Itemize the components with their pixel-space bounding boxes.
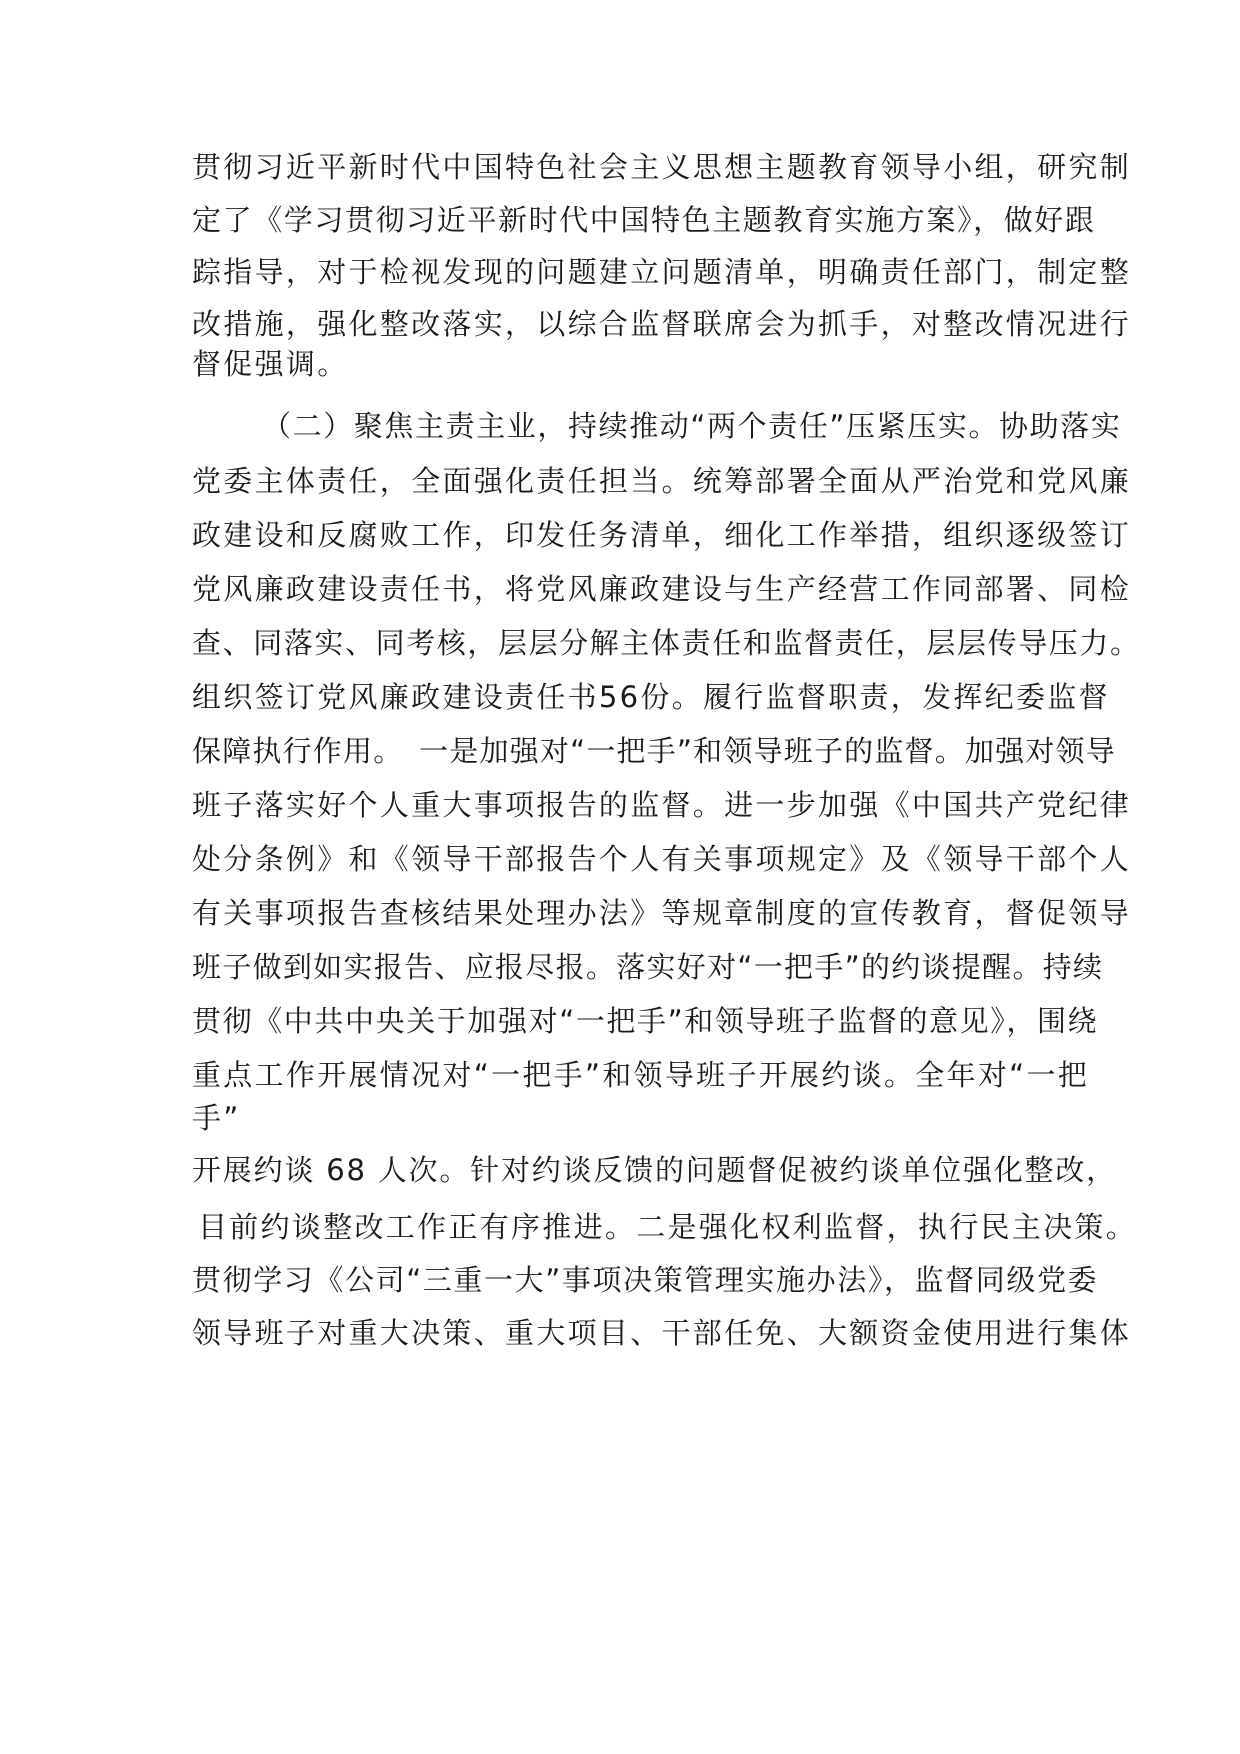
body-text-line: 开展约谈 68 人次。针对约谈反馈的问题督促被约谈单位强化整改，	[192, 1153, 1117, 1187]
body-text-line: 督促强调。	[192, 347, 349, 381]
body-text-line: 踪指导，对于检视发现的问题建立问题清单，明确责任部门，制定整	[192, 255, 1132, 289]
section-heading-line: （二）聚焦主责主业，持续推动“两个责任”压紧压实。协助落实	[262, 409, 1122, 443]
body-text-line: 领导班子对重大决策、重大项目、干部任免、大额资金使用进行集体	[192, 1316, 1132, 1350]
body-text-line: 贯彻学习《公司“三重一大”事项决策管理实施办法》，监督同级党委	[192, 1263, 1099, 1297]
body-text-line: 组织签订党风廉政建设责任书56份。履行监督职责，发挥纪委监督	[192, 680, 1110, 714]
body-text-line: 有关事项报告查核结果处理办法》等规章制度的宣传教育，督促领导	[192, 896, 1132, 930]
body-text-line: 政建设和反腐败工作，印发任务清单，细化工作举措，组织逐级签订	[192, 518, 1132, 552]
body-text-line: 定了《学习贯彻习近平新时代中国特色主题教育实施方案》，做好跟	[192, 203, 1096, 237]
body-text-line: 班子落实好个人重大事项报告的监督。进一步加强《中国共产党纪律	[192, 788, 1132, 822]
body-text-line: 保障执行作用。 一是加强对“一把手”和领导班子的监督。加强对领导	[192, 734, 1116, 768]
body-text-line: 改措施，强化整改落实，以综合监督联席会为抓手，对整改情况进行	[192, 307, 1132, 341]
body-text-line: 党风廉政建设责任书，将党风廉政建设与生产经营工作同部署、同检	[192, 572, 1132, 606]
body-text-line: 贯彻《中共中央关于加强对“一把手”和领导班子监督的意见》，围绕	[192, 1004, 1099, 1038]
body-text-line: 处分条例》和《领导干部报告个人有关事项规定》及《领导干部个人	[192, 842, 1132, 876]
body-text-line: 党委主体责任，全面强化责任担当。统筹部署全面从严治党和党风廉	[192, 464, 1132, 498]
body-text-line: 贯彻习近平新时代中国特色社会主义思想主题教育领导小组，研究制	[192, 150, 1132, 184]
body-text-line: 查、同落实、同考核，层层分解主体责任和监督责任，层层传导压力。	[192, 626, 1141, 660]
body-text-line: 手”	[192, 1101, 241, 1135]
body-text-line: 重点工作开展情况对“一把手”和领导班子开展约谈。全年对“一把	[192, 1058, 1090, 1092]
body-text-line: 班子做到如实报告、应报尽报。落实好对“一把手”的约谈提醒。持续	[192, 950, 1104, 984]
body-text-line: 目前约谈整改工作正有序推进。二是强化权利监督，执行民主决策。	[198, 1210, 1138, 1244]
